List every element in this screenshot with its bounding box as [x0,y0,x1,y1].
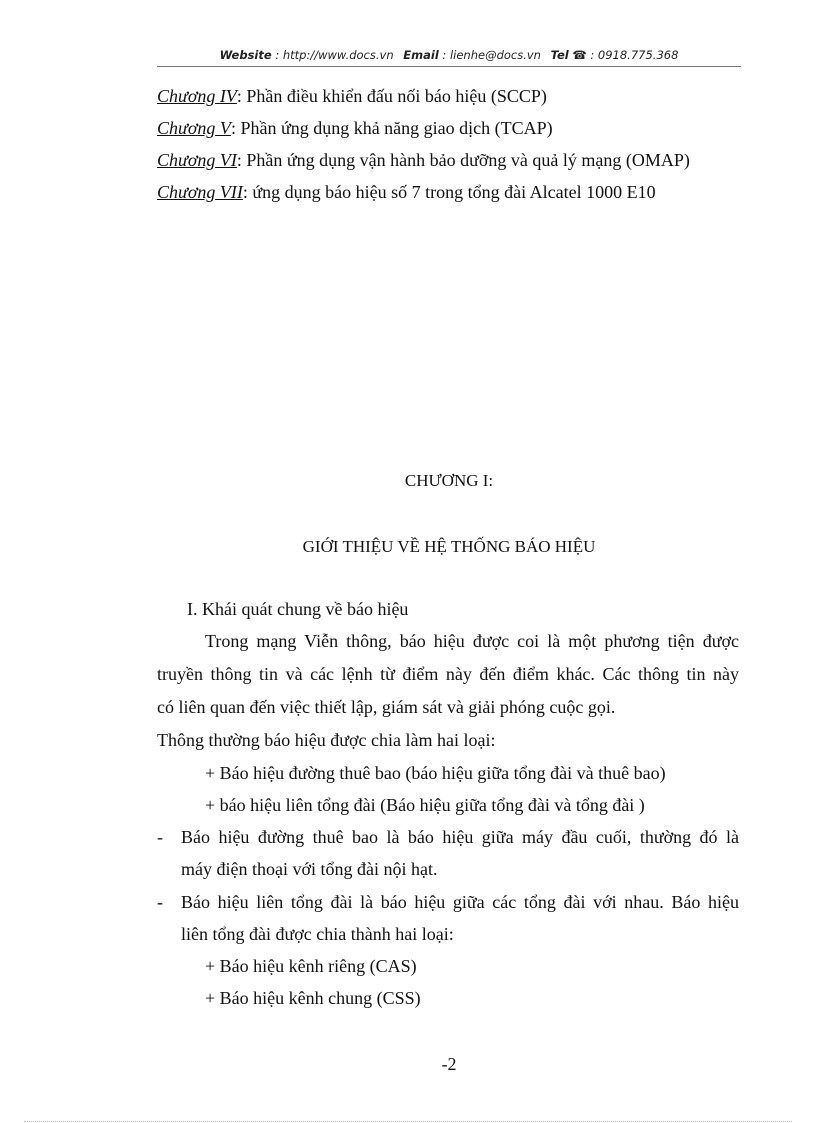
paragraph-line: có liên quan đến việc thiết lập, giám sát và giải phóng cuộc gọi. [157,697,616,717]
bullet-dash: - [157,827,163,847]
website-url[interactable]: : http://www.docs.vn [275,48,394,62]
toc-chapter-ref[interactable]: Chương IV [157,86,237,106]
toc-chapter-ref[interactable]: Chương VII [157,182,243,202]
bullet-text: Báo hiệu đường thuê bao là báo hiệu giữa máy đầu cuối, thường đó là [181,827,739,847]
toc-line-5 [157,117,553,139]
bullet-dash: - [157,892,163,912]
bullet-text: liên tổng đài được chia thành hai loại: [181,924,454,944]
page-bottom-divider [24,1121,792,1122]
paragraph-line: Thông thường báo hiệu được chia làm hai loại: [157,730,496,750]
tel-label: Tel [550,48,569,62]
tel-number: : 0918.775.368 [590,48,679,62]
toc-line-4 [157,85,547,107]
list-item: + Báo hiệu đường thuê bao (báo hiệu giữa tổng đài và thuê bao) [205,763,666,783]
bullet-text: máy điện thoại với tổng đài nội hạt. [181,859,438,879]
email-address[interactable]: : lienhe@docs.vn [442,48,541,62]
toc-chapter-title: : Phần ứng dụng khả năng giao dịch (TCAP) [230,118,553,138]
toc-line-6 [157,149,690,171]
paragraph-line: Trong mạng Viễn thông, báo hiệu được coi là một phương tiện được [205,631,739,651]
toc-chapter-title: : ứng dụng báo hiệu số 7 trong tổng đài Alcatel 1000 E10 [242,182,656,202]
section-heading: I. Khái quát chung về báo hiệu [187,599,409,619]
website-label: Website [219,48,272,62]
paragraph-line: truyền thông tin và các lệnh từ điểm này đến điểm khác. Các thông tin này [157,664,739,684]
phone-icon: ☎ [572,48,587,62]
toc-line-7 [157,181,656,203]
email-label: Email [403,48,439,62]
toc-chapter-title: : Phần điều khiển đấu nối báo hiệu (SCCP) [236,86,547,106]
chapter-heading: CHƯƠNG I: [404,471,494,490]
list-item: + Báo hiệu kênh riêng (CAS) [205,956,417,976]
header-divider [157,66,741,67]
list-item: + báo hiệu liên tổng đài (Báo hiệu giữa tổng đài và tổng đài ) [205,795,645,815]
page-header [157,48,741,66]
page-number: -2 [441,1054,457,1074]
toc-chapter-ref[interactable]: Chương V [157,118,231,138]
list-item: + Báo hiệu kênh chung (CSS) [205,988,421,1008]
bullet-text: Báo hiệu liên tổng đài là báo hiệu giữa các tổng đài với nhau. Báo hiệu [181,892,739,912]
toc-chapter-ref[interactable]: Chương VI [157,150,237,170]
toc-chapter-title: : Phần ứng dụng vận hành bảo dưỡng và quả lý mạng (OMAP) [236,150,690,170]
chapter-title: GIỚI THIỆU VỀ HỆ THỐNG BÁO HIỆU [302,537,596,556]
